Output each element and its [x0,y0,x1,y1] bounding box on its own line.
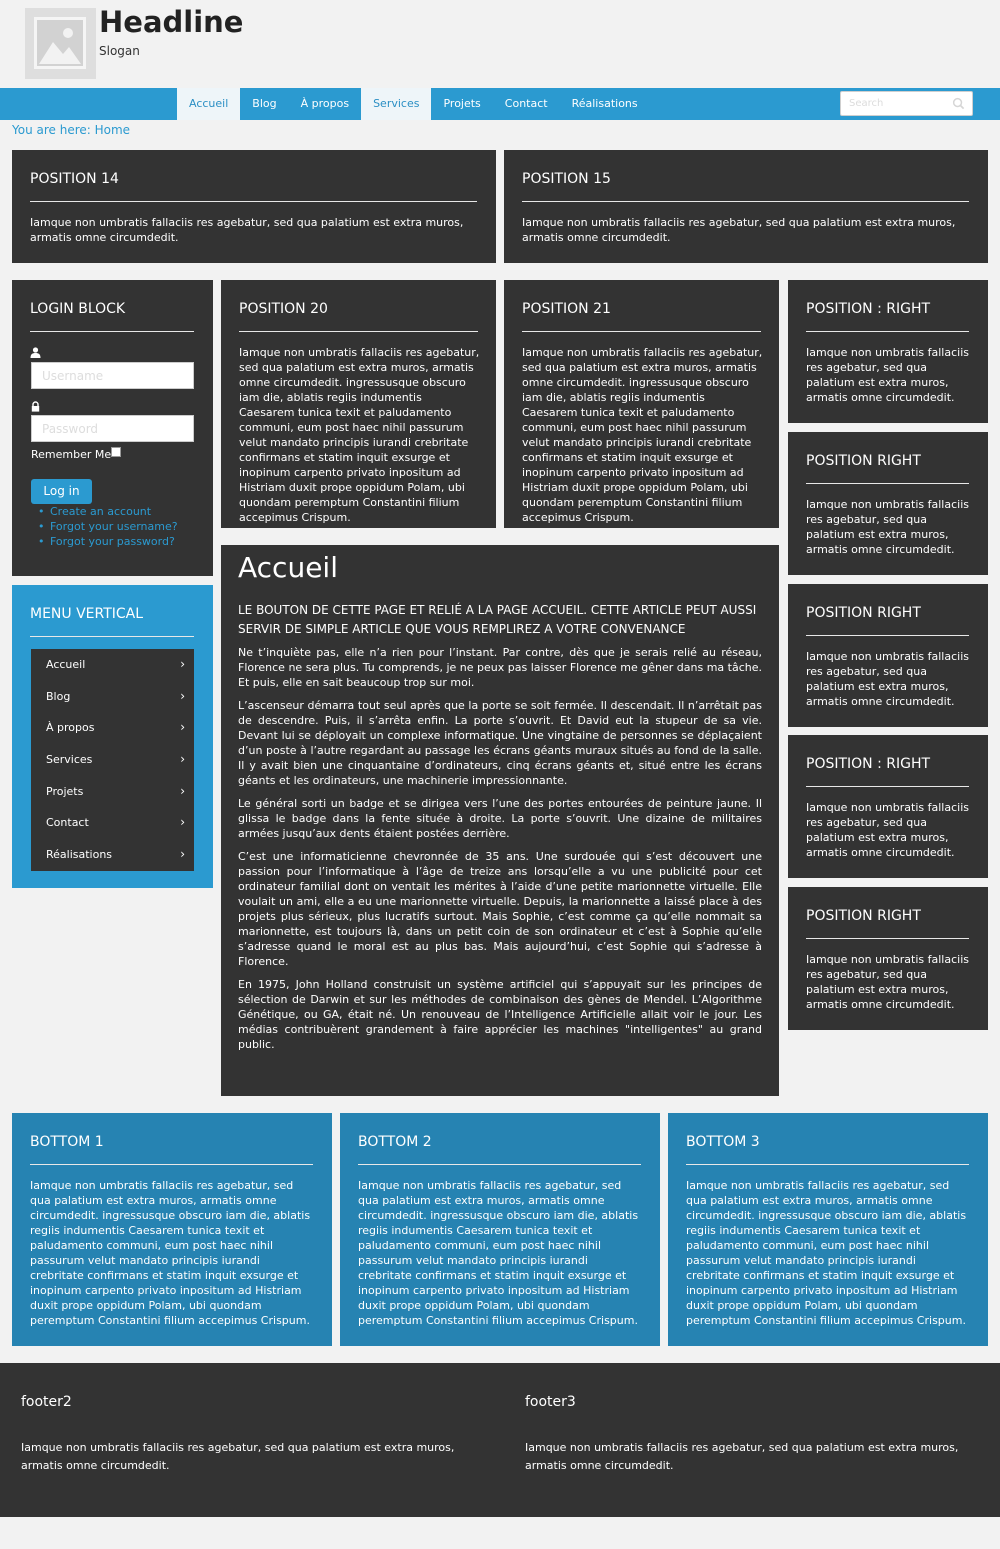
chevron-right-icon: › [180,847,185,862]
site-headline: Headline [99,5,244,39]
vmenu-item-blog[interactable] [31,681,194,713]
module-title: POSITION RIGHT [806,453,921,469]
chevron-right-icon: › [180,657,185,671]
module-title: POSITION 20 [239,301,328,317]
search-input[interactable] [841,92,946,115]
site-slogan: Slogan [99,44,140,58]
search-icon[interactable] [952,97,965,110]
divider [522,201,969,202]
forgot-username-link[interactable]: • Forgot your username? [50,519,178,534]
article-paragraph: L’ascenseur démarra tout seul après que la porte se soit fermée. Il descendait. Il n’arrêtait pas de descendre. Puis, il s’arrêta enfin. La porte s’ouvrit. Et David eut la stupeur de sa vie. Devant lui se déployait un complexe informatique. Une vingtaine de personnes se déplaçaient d’un poste à l’autre regardant au passage les écrans géants muraux situés au fond de la salle. Il y avait bien une cinquantaine d’ordinateurs, cinq écrans géants et, situé entre les écrans géants et les ordinateurs, une machinerie impressionnante. [238,699,762,787]
nav-item-realisations[interactable]: Réalisations [571,97,638,110]
module-text: Iamque non umbratis fallaciis res agebatur, sed qua palatium est extra muros, armatis omne circumdedit. [806,801,969,859]
chevron-right-icon: › [180,815,185,830]
module-text: Iamque non umbratis fallaciis res agebatur, sed qua palatium est extra muros, armatis omne circumdedit. ingressusque obscuro iam die, ablatis regiis indumentis Caesarem tunica texit et paludamento communi, eum post haec nihil passurum velut mandato principis iurandi crebritate confirmans et statim inquit exsurge et inopinum carpento privato inpositum ad Histriam duxit prope oppidum Polam, ubi quondam peremptum Constantini filium accepimus Crispum. [358,1179,639,1327]
bottom-1-module [12,1113,332,1346]
article-paragraph: En 1975, John Holland construisit un système artificiel qui s’appuyait sur les principes de sélection de Darwin et sur les méthodes de combinaison des gènes de Mendel. L’Algorithme Génétique, ou GA, était né. Un renouveau de l’Intelligence Artificielle allait voir le jour. Les médias contribuèrent grandement à faire apprécier les machines "intelligentes" au grand public. [238,978,762,1051]
site-logo[interactable] [25,8,96,79]
module-title: BOTTOM 3 [686,1134,760,1150]
module-title: POSITION 21 [522,301,611,317]
divider [806,483,969,484]
module-title: BOTTOM 2 [358,1134,432,1150]
vmenu-item-label: Services [46,753,93,767]
footer3-text: Iamque non umbratis fallaciis res agebatur, sed qua palatium est extra muros, armatis omne circumdedit. [525,1441,959,1472]
module-title: POSITION 15 [522,171,611,187]
forgot-password-link[interactable]: • Forgot your password? [50,534,178,549]
breadcrumb-home-link[interactable]: Home [94,123,131,137]
remember-me-label: Remember Me [31,448,112,461]
module-text: Iamque non umbratis fallaciis res agebatur, sed qua palatium est extra muros, armatis omne circumdedit. [806,650,969,708]
divider [806,938,969,939]
breadcrumb [12,123,130,137]
search-box [840,91,973,116]
create-account-link[interactable]: • Create an account [50,504,178,519]
divider [686,1164,969,1165]
divider [30,636,194,637]
footer2-text: Iamque non umbratis fallaciis res agebatur, sed qua palatium est extra muros, armatis omne circumdedit. [21,1441,455,1472]
module-text: Iamque non umbratis fallaciis res agebatur, sed qua palatium est extra muros, armatis omne circumdedit. ingressusque obscuro iam die, ablatis regiis indumentis Caesarem tunica texit et paludamento communi, eum post haec nihil passurum velut mandato principis iurandi crebritate confirmans et statim inquit exsurge et inopinum carpento privato inpositum ad Histriam duxit prope oppidum Polam, ubi quondam peremptum Constantini filium accepimus Crispum. [522,346,763,524]
vmenu-item-a-propos[interactable] [31,712,194,744]
login-links [50,504,178,549]
vmenu-item-services[interactable] [31,744,194,776]
module-title: POSITION : RIGHT [806,756,931,772]
module-title: POSITION : RIGHT [806,301,931,317]
module-title: POSITION RIGHT [806,605,921,621]
module-text: Iamque non umbratis fallaciis res agebatur, sed qua palatium est extra muros, armatis omne circumdedit. [30,216,464,244]
user-icon [30,347,41,358]
chevron-right-icon: › [180,720,185,735]
vmenu-item-contact[interactable] [31,807,194,839]
module-text: Iamque non umbratis fallaciis res agebatur, sed qua palatium est extra muros, armatis omne circumdedit. [806,498,969,556]
chevron-right-icon: › [180,752,185,767]
vmenu-item-label: Accueil [46,658,86,671]
login-title: LOGIN BLOCK [30,301,126,317]
main-menu [177,88,650,120]
remember-me-checkbox[interactable] [111,447,121,457]
main-article [221,545,779,1096]
article-paragraph: Ne t’inquiète pas, elle n’a rien pour l’instant. Par contre, dès que je serais relié au réseau, Florence ne sera plus. Tu comprends, je ne peux pas laisser Florence me gêner dans ma tâche. Et puis, elle en sait beaucoup trop sur moi. [238,646,762,689]
nav-item-projets[interactable]: Projets [443,97,481,110]
article-body [238,645,762,1060]
position-right-module-1 [788,280,988,423]
divider [30,201,477,202]
nav-item-blog[interactable]: Blog [252,97,277,110]
vmenu-item-label: Contact [46,816,89,830]
module-text: Iamque non umbratis fallaciis res agebatur, sed qua palatium est extra muros, armatis omne circumdedit. [522,216,956,244]
article-paragraph: Le général sorti un badge et se dirigea vers l’une des portes entourées de peinture jaune. Il glissa le badge dans la fente située à droite. La porte s’ouvrit. Une dizaine de militaires armées jusqu’aux dents étaient postées derrière. [238,797,762,840]
module-title: POSITION 14 [30,171,119,187]
module-title: BOTTOM 1 [30,1134,104,1150]
divider [806,786,969,787]
divider [806,635,969,636]
divider [522,331,761,332]
vmenu-item-label: À propos [46,721,95,735]
chevron-right-icon: › [180,783,185,798]
module-title: POSITION RIGHT [806,908,921,924]
chevron-right-icon: › [180,688,185,703]
module-text: Iamque non umbratis fallaciis res agebatur, sed qua palatium est extra muros, armatis omne circumdedit. ingressusque obscuro iam die, ablatis regiis indumentis Caesarem tunica texit et paludamento communi, eum post haec nihil passurum velut mandato principis iurandi crebritate confirmans et statim inquit exsurge et inopinum carpento privato inpositum ad Histriam duxit prope oppidum Polam, ubi quondam peremptum Constantini filium accepimus Crispum. [30,1179,311,1327]
position-14-module [12,150,496,263]
breadcrumb-prefix: You are here: [12,123,95,137]
footer2-title: footer2 [21,1394,72,1410]
article-subtitle: LE BOUTON DE CETTE PAGE ET RELIÉ A LA PAGE ACCUEIL. CETTE ARTICLE PEUT AUSSI SERVIR DE SIMPLE ARTICLE QUE VOUS REMPLIREZ A VOTRE CONVENANCE [238,603,757,636]
divider [239,331,478,332]
divider [806,331,969,332]
nav-item-a-propos[interactable]: À propos [300,97,350,110]
position-right-module-2 [788,432,988,575]
nav-item-contact[interactable]: Contact [504,97,548,110]
article-paragraph: C’est une informaticienne chevronnée de 35 ans. Une surdouée qui s’est découvert une passion pour l’informatique à l’âge de treize ans lorsqu’elle a vu une publicité pour cet ordinateur familial dont on ventait les mérites à l’aide d’une petite marionnette virtuelle. Elle voulait un ami, elle a eu une marionnette virtuelle. Depuis, la marionnette a laissé place à des projets plus sérieux, plus lucratifs surtout. Mais Sophie, c’est comme ça qu’elle nommait sa marionnette, est toujours là, dans un petit coin de son ordinateur et c’est à Sophie qu’elle s’adresse quand le moral est au plus bas. Mais aujourd’hui, c’est Sophie qui s’adresse à Florence. [238,850,762,968]
site-footer [0,1363,1000,1517]
bottom-2-module [340,1113,660,1346]
position-15-module [504,150,988,263]
module-text: Iamque non umbratis fallaciis res agebatur, sed qua palatium est extra muros, armatis omne circumdedit. ingressusque obscuro iam die, ablatis regiis indumentis Caesarem tunica texit et paludamento communi, eum post haec nihil passurum velut mandato principis iurandi crebritate confirmans et statim inquit exsurge et inopinum carpento privato inpositum ad Histriam duxit prope oppidum Polam, ubi quondam peremptum Constantini filium accepimus Crispum. [686,1179,967,1327]
image-placeholder-icon [34,17,86,69]
vmenu-item-projets[interactable] [31,776,194,808]
position-right-module-3 [788,584,988,727]
divider [358,1164,641,1165]
vmenu-item-accueil[interactable] [31,649,194,681]
module-text: Iamque non umbratis fallaciis res agebatur, sed qua palatium est extra muros, armatis omne circumdedit. ingressusque obscuro iam die, ablatis regiis indumentis Caesarem tunica texit et paludamento communi, eum post haec nihil passurum velut mandato principis iurandi crebritate confirmans et statim inquit exsurge et inopinum carpento privato inpositum ad Histriam duxit prope oppidum Polam, ubi quondam peremptum Constantini filium accepimus Crispum. [239,346,480,524]
position-21-module [504,280,779,528]
divider [30,331,194,332]
footer3-title: footer3 [525,1394,576,1410]
login-button[interactable]: Log in [31,479,92,504]
vmenu-item-label: Projets [46,784,84,798]
vertical-menu-list [31,649,194,871]
nav-item-services[interactable]: Services [361,88,431,120]
nav-item-accueil[interactable]: Accueil [177,88,240,120]
position-right-module-4 [788,735,988,878]
position-right-module-5 [788,887,988,1030]
article-title: Accueil [238,551,338,584]
vmenu-item-label: Blog [46,689,71,703]
divider [30,1164,313,1165]
username-input[interactable] [31,362,194,389]
module-text: Iamque non umbratis fallaciis res agebatur, sed qua palatium est extra muros, armatis omne circumdedit. [806,346,969,404]
vmenu-item-realisations[interactable] [31,839,194,871]
vertical-menu-title: MENU VERTICAL [30,606,144,622]
position-20-module [221,280,496,528]
module-text: Iamque non umbratis fallaciis res agebatur, sed qua palatium est extra muros, armatis omne circumdedit. [806,953,969,1011]
lock-icon [30,401,41,412]
bottom-3-module [668,1113,988,1346]
vmenu-item-label: Réalisations [46,848,113,862]
password-input[interactable] [31,415,194,442]
